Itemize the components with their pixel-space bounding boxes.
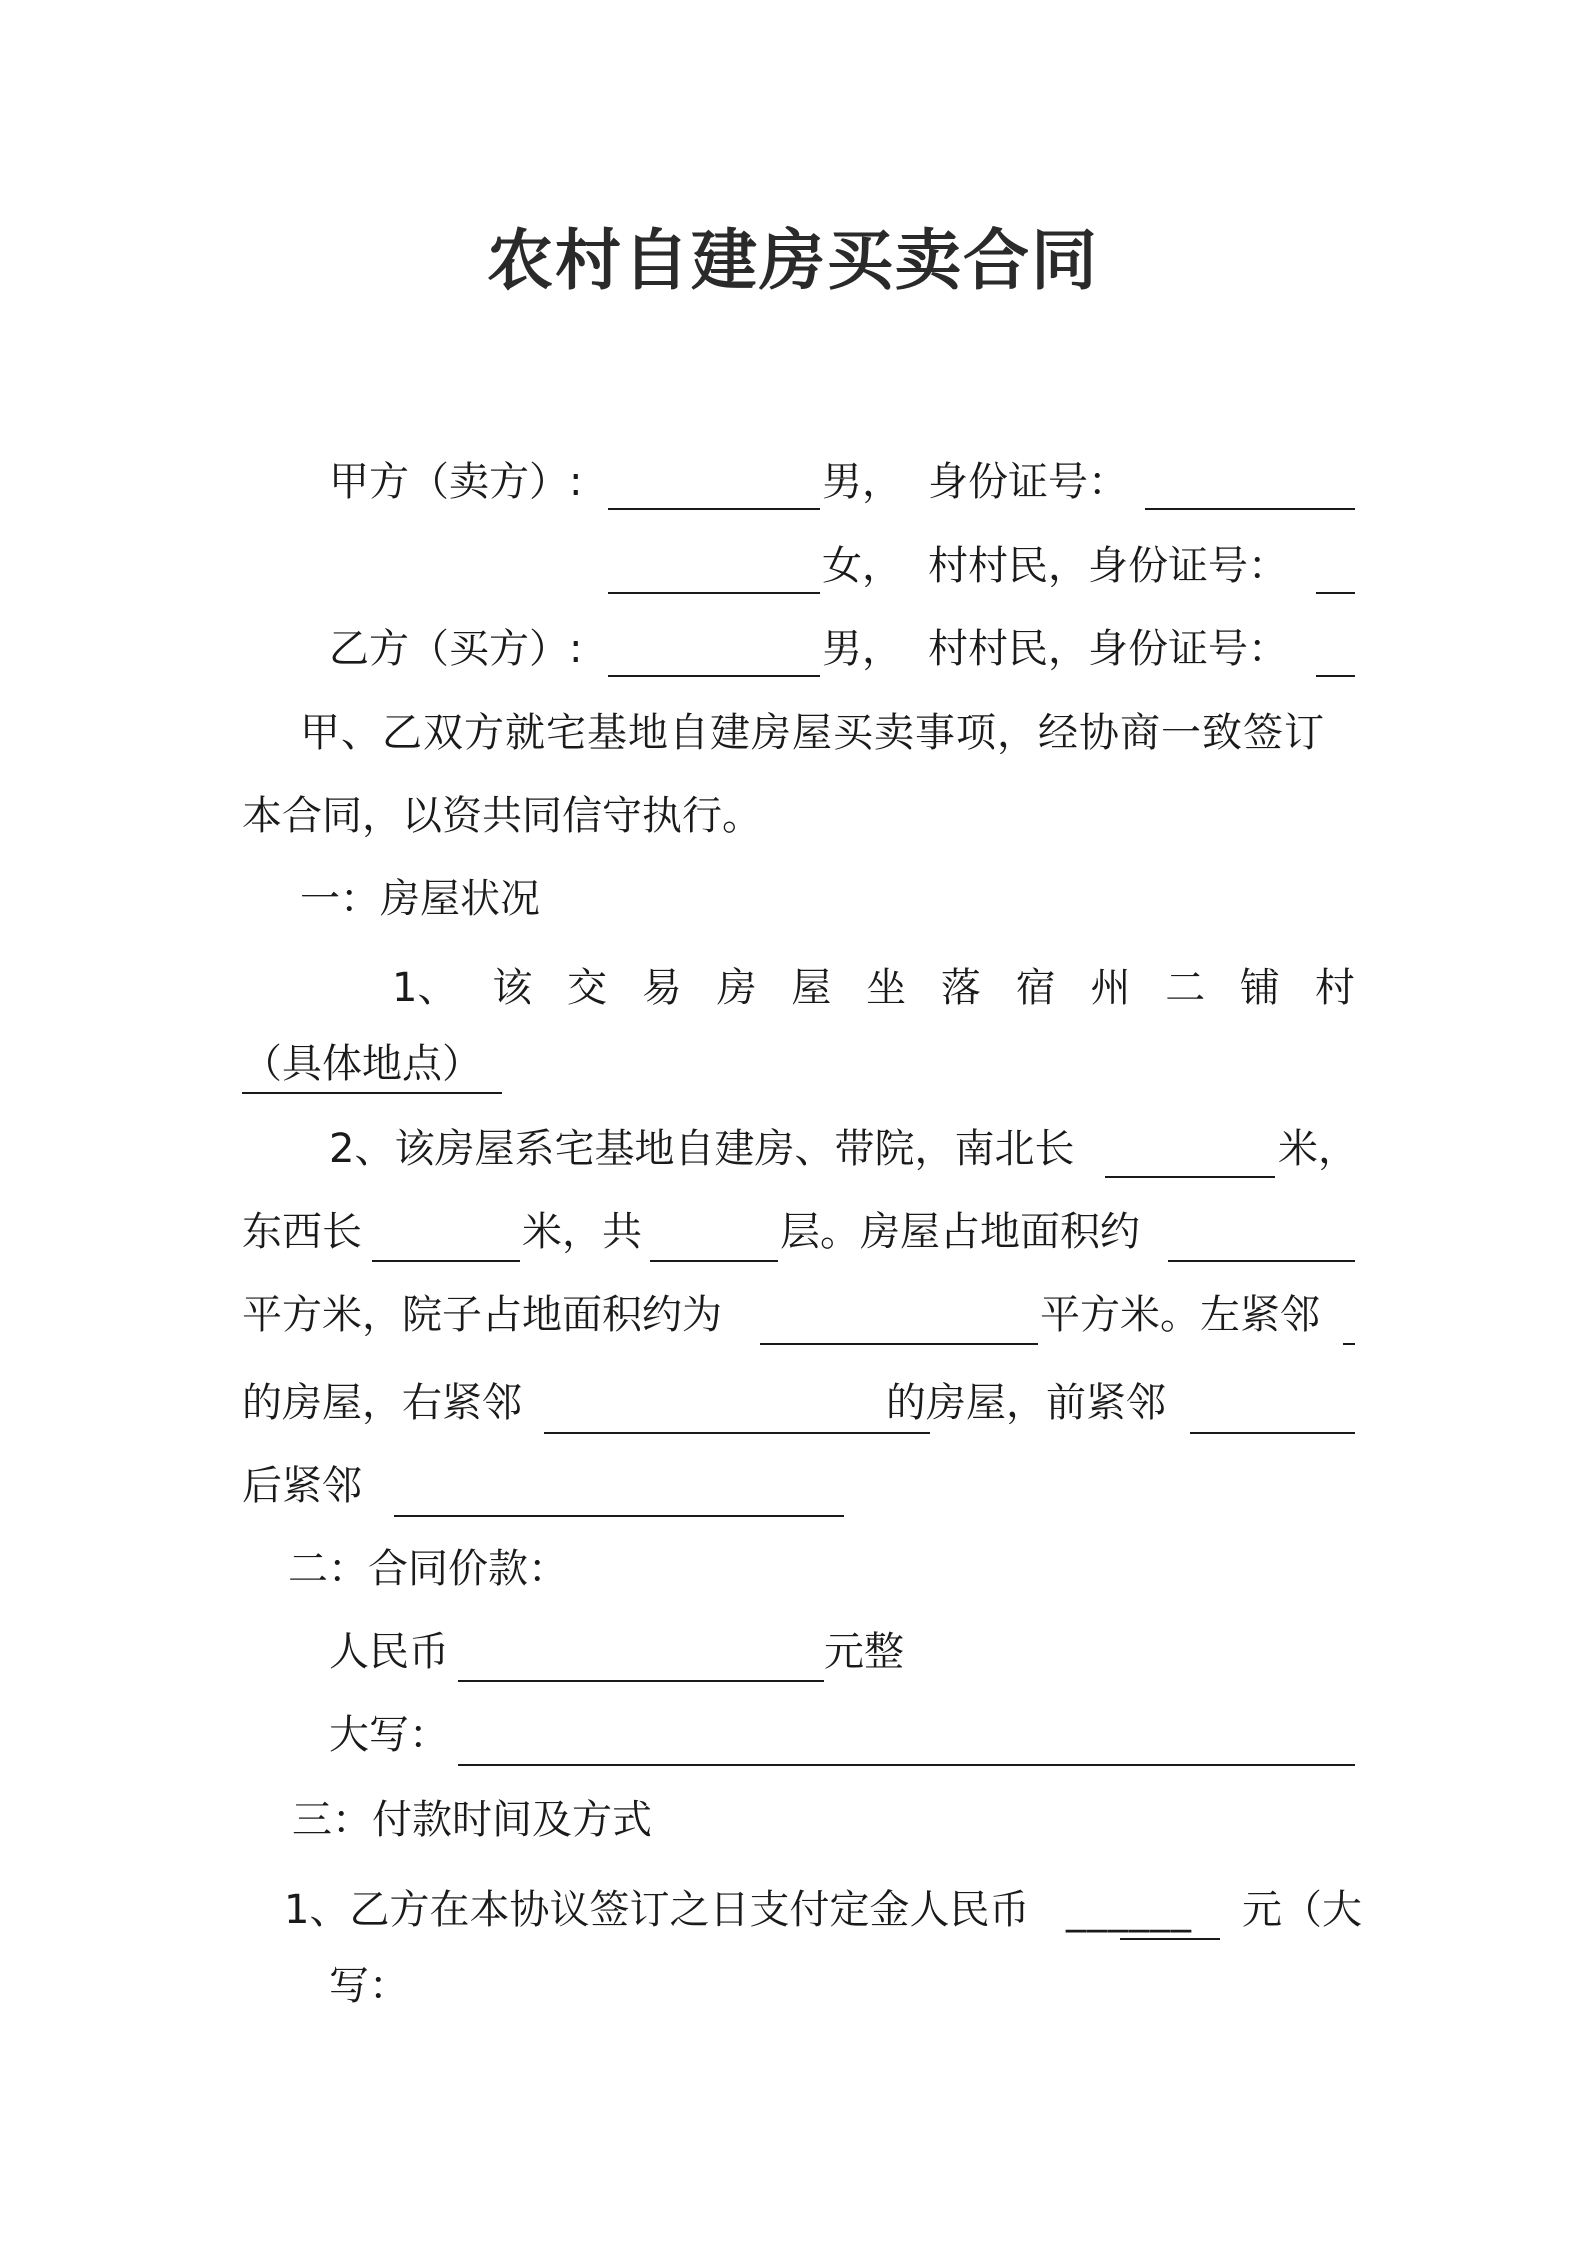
item1-char: 铺 <box>1240 965 1281 1011</box>
item-2-text-b: 米， <box>1278 1126 1358 1172</box>
rmb-amount-blank[interactable] <box>458 1680 824 1682</box>
deposit-underline[interactable] <box>1120 1938 1220 1940</box>
party-a-name-blank[interactable] <box>608 508 820 510</box>
item1-char: 房 <box>716 965 757 1011</box>
party-b-male: 男， <box>822 626 902 672</box>
section-3-item-1-text-b: 元（大 <box>1242 1887 1362 1933</box>
section-2-heading: 二：合同价款： <box>288 1546 568 1592</box>
party-b-village-id-label: 村村民，身份证号： <box>928 626 1288 672</box>
party-b-label: 乙方（买方）: <box>329 626 583 672</box>
item1-char: 州 <box>1090 965 1131 1011</box>
yard-area-blank[interactable] <box>760 1343 1038 1345</box>
front-neighbor-blank[interactable] <box>1190 1432 1355 1434</box>
section-3-item-1-text-a: 1、乙方在本协议签订之日支付定金人民币 <box>284 1887 1030 1933</box>
item1-char: 易 <box>641 965 682 1011</box>
item1-char: 村 <box>1314 965 1355 1011</box>
item1-char: 坐 <box>866 965 907 1011</box>
section-3-item-1-text-c: 写： <box>329 1963 409 2009</box>
document-title: 农村自建房买卖合同 <box>487 222 1099 299</box>
capital-label: 大写： <box>329 1712 449 1758</box>
section-1-item-1-location: （具体地点） <box>242 1041 482 1087</box>
right-neighbor-blank[interactable] <box>544 1432 930 1434</box>
item-2-text-j: 后紧邻 <box>242 1463 362 1509</box>
item1-char: 交 <box>567 965 608 1011</box>
party-a-male: 男， <box>822 459 902 505</box>
section-1-item-1-line-1 <box>392 965 1355 1011</box>
ew-length-blank[interactable] <box>372 1260 520 1262</box>
ns-length-blank[interactable] <box>1105 1176 1275 1178</box>
party-a-female-name-blank[interactable] <box>608 592 820 594</box>
deposit-blank-text[interactable]: ______ <box>1066 1887 1192 1933</box>
item1-char: 宿 <box>1015 965 1056 1011</box>
item1-char: 落 <box>940 965 981 1011</box>
item-2-text-h: 的房屋，右紧邻 <box>242 1380 522 1426</box>
back-neighbor-blank[interactable] <box>394 1515 844 1517</box>
capital-amount-blank[interactable] <box>458 1764 1355 1766</box>
item1-char: 二 <box>1165 965 1206 1011</box>
party-b-name-blank[interactable] <box>608 675 820 677</box>
item-2-text-g: 平方米。左紧邻 <box>1040 1292 1320 1338</box>
party-b-id-blank[interactable] <box>1316 675 1355 677</box>
item-2-text-a: 2、该房屋系宅基地自建房、带院，南北长 <box>329 1126 1075 1172</box>
party-a-village-id-label: 村村民，身份证号： <box>928 543 1288 589</box>
location-underline[interactable] <box>242 1092 502 1094</box>
party-a-female: 女， <box>822 543 902 589</box>
intro-line-2: 本合同，以资共同信守执行。 <box>242 793 762 839</box>
rmb-label: 人民币 <box>329 1629 449 1675</box>
item-2-text-f: 平方米，院子占地面积约为 <box>242 1292 722 1338</box>
house-area-blank[interactable] <box>1168 1260 1355 1262</box>
party-a-id-blank[interactable] <box>1145 508 1355 510</box>
item1-char: 该 <box>492 965 533 1011</box>
rmb-suffix: 元整 <box>824 1629 904 1675</box>
item-2-text-d: 米，共 <box>522 1209 642 1255</box>
section-1-heading: 一：房屋状况 <box>300 876 540 922</box>
party-a-female-id-blank[interactable] <box>1316 592 1355 594</box>
item1-char: 屋 <box>791 965 832 1011</box>
intro-line-1: 甲、乙双方就宅基地自建房屋买卖事项，经协商一致签订 <box>300 710 1325 756</box>
left-neighbor-blank[interactable] <box>1343 1343 1355 1345</box>
item1-char: 1、 <box>392 965 458 1011</box>
item-2-text-i: 的房屋，前紧邻 <box>886 1380 1166 1426</box>
item-2-text-e: 层。房屋占地面积约 <box>780 1209 1140 1255</box>
party-a-id-label: 身份证号： <box>928 459 1128 505</box>
section-3-heading: 三：付款时间及方式 <box>292 1797 652 1843</box>
item-2-text-c: 东西长 <box>242 1209 362 1255</box>
floors-blank[interactable] <box>650 1260 778 1262</box>
party-a-label: 甲方（卖方）: <box>329 459 583 505</box>
